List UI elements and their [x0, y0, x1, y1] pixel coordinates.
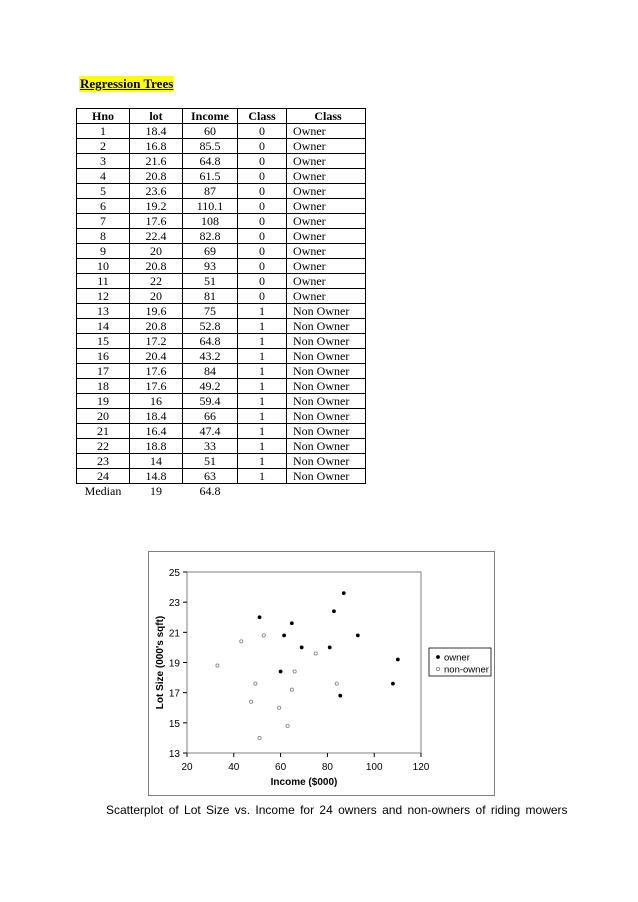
cell-hno: 21 — [77, 424, 130, 439]
cell-hno: 6 — [77, 199, 130, 214]
median-value: 64.8 — [199, 484, 221, 498]
cell-class-code: 0 — [238, 184, 287, 199]
cell-hno: 7 — [77, 214, 130, 229]
cell-class-label: Owner — [287, 124, 366, 139]
data-table — [76, 108, 366, 498]
cell-class-code: 0 — [238, 199, 287, 214]
cell-class-code: 1 — [238, 439, 287, 454]
cell-hno: 9 — [77, 244, 130, 259]
cell-class-code: 1 — [238, 319, 287, 334]
median-label: Median — [84, 484, 122, 498]
table-row — [77, 154, 366, 169]
col-header-class-label: Class — [287, 109, 366, 124]
table-row — [77, 319, 366, 334]
cell-income: 64.8 — [183, 154, 238, 169]
data-point-owner — [279, 670, 283, 674]
cell-income: 43.2 — [183, 349, 238, 364]
data-point-owner — [328, 646, 332, 650]
table-row — [77, 424, 366, 439]
cell-lot: 23.6 — [130, 184, 183, 199]
cell-hno: 10 — [77, 259, 130, 274]
cell-class-label: Owner — [287, 199, 366, 214]
table-row — [77, 334, 366, 349]
cell-lot: 17.6 — [130, 214, 183, 229]
data-point-non-owner — [286, 724, 289, 727]
cell-class-label: Owner — [287, 169, 366, 184]
cell-class-code: 1 — [238, 379, 287, 394]
cell-class-label: Owner — [287, 289, 366, 304]
cell-class-label: Owner — [287, 184, 366, 199]
cell-class-code: 1 — [238, 334, 287, 349]
cell-class-code: 1 — [238, 469, 287, 484]
data-point-non-owner — [262, 634, 265, 637]
col-header-lot: lot — [130, 109, 183, 124]
cell-hno: 23 — [77, 454, 130, 469]
cell-income: 47.4 — [183, 424, 238, 439]
cell-class-code: 1 — [238, 409, 287, 424]
cell-class-code: 0 — [238, 229, 287, 244]
y-tick-label: 17 — [168, 688, 180, 700]
cell-income: 110.1 — [183, 199, 238, 214]
cell-income: 64.8 — [183, 334, 238, 349]
cell-lot: 18.8 — [130, 439, 183, 454]
data-point-owner — [290, 621, 294, 625]
x-tick-label: 80 — [321, 762, 333, 773]
cell-income: 81 — [183, 289, 238, 304]
x-tick-label: 60 — [275, 762, 287, 773]
data-point-owner — [391, 682, 395, 686]
cell-hno: 4 — [77, 169, 130, 184]
cell-income: 93 — [183, 259, 238, 274]
cell-lot: 18.4 — [130, 409, 183, 424]
cell-lot: 18.4 — [130, 124, 183, 139]
cell-hno: 20 — [77, 409, 130, 424]
x-tick-label: 120 — [412, 762, 430, 773]
data-point-owner — [342, 591, 346, 595]
cell-class-code: 1 — [238, 349, 287, 364]
cell-hno: 15 — [77, 334, 130, 349]
cell-class-label: Non Owner — [287, 319, 366, 334]
data-point-owner — [332, 609, 336, 613]
cell-income: 51 — [183, 454, 238, 469]
col-header-class-code: Class — [238, 109, 287, 124]
cell-class-label: Non Owner — [287, 379, 366, 394]
cell-class-label: Owner — [287, 244, 366, 259]
cell-income: 87 — [183, 184, 238, 199]
table-row — [77, 244, 366, 259]
data-point-owner — [356, 633, 360, 637]
y-tick-label: 23 — [168, 598, 180, 610]
cell-hno: 24 — [77, 469, 130, 484]
cell-hno: 3 — [77, 154, 130, 169]
table-row — [77, 439, 366, 454]
cell-class-code: 0 — [238, 214, 287, 229]
cell-income: 66 — [183, 409, 238, 424]
cell-hno: 16 — [77, 349, 130, 364]
cell-income: 51 — [183, 274, 238, 289]
cell-class-code: 0 — [238, 244, 287, 259]
cell-class-code: 1 — [238, 424, 287, 439]
table-row — [77, 454, 366, 469]
data-point-non-owner — [335, 682, 338, 685]
table-row — [77, 214, 366, 229]
legend-label-owner: owner — [444, 652, 470, 664]
legend-marker-owner — [436, 655, 440, 659]
table-row — [77, 289, 366, 304]
y-tick-label: 15 — [168, 718, 180, 730]
table-row — [77, 139, 366, 154]
cell-lot: 20 — [130, 244, 183, 259]
cell-income: 59.4 — [183, 394, 238, 409]
cell-class-code: 0 — [238, 154, 287, 169]
cell-class-code: 1 — [238, 394, 287, 409]
cell-class-label: Owner — [287, 274, 366, 289]
x-tick-label: 100 — [365, 762, 383, 773]
median-row — [77, 484, 366, 499]
cell-hno: 2 — [77, 139, 130, 154]
data-point-non-owner — [216, 664, 219, 667]
plot-area — [187, 572, 421, 753]
cell-income: 52.8 — [183, 319, 238, 334]
y-tick-label: 13 — [168, 749, 180, 760]
cell-income: 84 — [183, 364, 238, 379]
data-point-owner — [338, 694, 342, 698]
median-value: 19 — [150, 484, 162, 498]
cell-hno: 18 — [77, 379, 130, 394]
cell-hno: 19 — [77, 394, 130, 409]
cell-class-code: 0 — [238, 289, 287, 304]
cell-class-code: 0 — [238, 139, 287, 154]
cell-lot: 14 — [130, 454, 183, 469]
cell-lot: 20.8 — [130, 259, 183, 274]
y-tick-label: 19 — [168, 658, 180, 670]
cell-class-label: Non Owner — [287, 334, 366, 349]
data-point-non-owner — [250, 700, 253, 703]
cell-lot: 17.6 — [130, 364, 183, 379]
cell-income: 82.8 — [183, 229, 238, 244]
cell-class-label: Owner — [287, 259, 366, 274]
cell-lot: 20 — [130, 289, 183, 304]
legend-label-non-owner: non-owner — [444, 664, 489, 676]
cell-class-label: Non Owner — [287, 454, 366, 469]
cell-income: 75 — [183, 304, 238, 319]
cell-income: 60 — [183, 124, 238, 139]
cell-class-label: Owner — [287, 154, 366, 169]
table-row — [77, 259, 366, 274]
cell-hno: 14 — [77, 319, 130, 334]
cell-class-code: 1 — [238, 454, 287, 469]
cell-class-code: 1 — [238, 364, 287, 379]
y-tick-label: 25 — [168, 568, 180, 579]
cell-lot: 14.8 — [130, 469, 183, 484]
data-point-non-owner — [314, 652, 317, 655]
table-row — [77, 199, 366, 214]
data-point-non-owner — [293, 670, 296, 673]
cell-class-code: 0 — [238, 274, 287, 289]
cell-class-label: Non Owner — [287, 304, 366, 319]
table-row — [77, 469, 366, 484]
cell-class-label: Owner — [287, 214, 366, 229]
table-row — [77, 229, 366, 244]
cell-class-label: Non Owner — [287, 364, 366, 379]
cell-income: 33 — [183, 439, 238, 454]
cell-lot: 20.8 — [130, 319, 183, 334]
data-point-non-owner — [254, 682, 257, 685]
cell-lot: 21.6 — [130, 154, 183, 169]
cell-hno: 5 — [77, 184, 130, 199]
cell-lot: 16 — [130, 394, 183, 409]
table-row — [77, 364, 366, 379]
cell-lot: 22.4 — [130, 229, 183, 244]
cell-lot: 17.6 — [130, 379, 183, 394]
cell-class-label: Non Owner — [287, 349, 366, 364]
cell-lot: 20.8 — [130, 169, 183, 184]
cell-class-label: Owner — [287, 139, 366, 154]
y-axis-label: Lot Size (000's sqft) — [155, 615, 166, 710]
cell-lot: 16.4 — [130, 424, 183, 439]
cell-hno: 8 — [77, 229, 130, 244]
x-tick-label: 20 — [181, 762, 193, 773]
x-tick-label: 40 — [228, 762, 240, 773]
section-heading: Regression Trees — [80, 76, 174, 91]
cell-income: 85.5 — [183, 139, 238, 154]
table-row — [77, 349, 366, 364]
table-row — [77, 169, 366, 184]
cell-income: 49.2 — [183, 379, 238, 394]
data-point-owner — [258, 615, 262, 619]
cell-class-label: Non Owner — [287, 394, 366, 409]
cell-lot: 19.2 — [130, 199, 183, 214]
table-row — [77, 274, 366, 289]
cell-hno: 12 — [77, 289, 130, 304]
data-point-owner — [282, 633, 286, 637]
cell-hno: 13 — [77, 304, 130, 319]
cell-hno: 17 — [77, 364, 130, 379]
cell-class-code: 0 — [238, 259, 287, 274]
y-tick-label: 21 — [168, 628, 180, 640]
cell-lot: 17.2 — [130, 334, 183, 349]
cell-lot: 16.8 — [130, 139, 183, 154]
table-row — [77, 394, 366, 409]
cell-lot: 19.6 — [130, 304, 183, 319]
table-row — [77, 124, 366, 139]
col-header-hno: Hno — [77, 109, 130, 124]
cell-income: 63 — [183, 469, 238, 484]
data-point-non-owner — [278, 706, 281, 709]
cell-class-label: Non Owner — [287, 424, 366, 439]
x-axis-label: Income ($000) — [270, 777, 338, 788]
cell-hno: 1 — [77, 124, 130, 139]
data-point-owner — [300, 646, 304, 650]
scatter-chart-svg — [149, 552, 494, 795]
cell-hno: 22 — [77, 439, 130, 454]
table-row — [77, 304, 366, 319]
col-header-income: Income — [183, 109, 238, 124]
cell-hno: 11 — [77, 274, 130, 289]
data-point-non-owner — [258, 736, 261, 739]
data-point-non-owner — [240, 640, 243, 643]
cell-lot: 20.4 — [130, 349, 183, 364]
cell-class-code: 0 — [238, 169, 287, 184]
data-point-owner — [396, 658, 400, 662]
cell-class-label: Non Owner — [287, 469, 366, 484]
table-row — [77, 409, 366, 424]
figure-caption: Scatterplot of Lot Size vs. Income for 24 owners and non-owners of riding mowers — [106, 803, 568, 817]
cell-income: 69 — [183, 244, 238, 259]
scatter-chart — [148, 551, 495, 796]
table-header-row — [77, 109, 366, 124]
cell-class-code: 0 — [238, 124, 287, 139]
cell-income: 108 — [183, 214, 238, 229]
table-row — [77, 379, 366, 394]
cell-income: 61.5 — [183, 169, 238, 184]
cell-lot: 22 — [130, 274, 183, 289]
cell-class-label: Owner — [287, 229, 366, 244]
cell-class-label: Non Owner — [287, 409, 366, 424]
cell-class-code: 1 — [238, 304, 287, 319]
table-row — [77, 184, 366, 199]
cell-class-label: Non Owner — [287, 439, 366, 454]
data-point-non-owner — [290, 688, 293, 691]
